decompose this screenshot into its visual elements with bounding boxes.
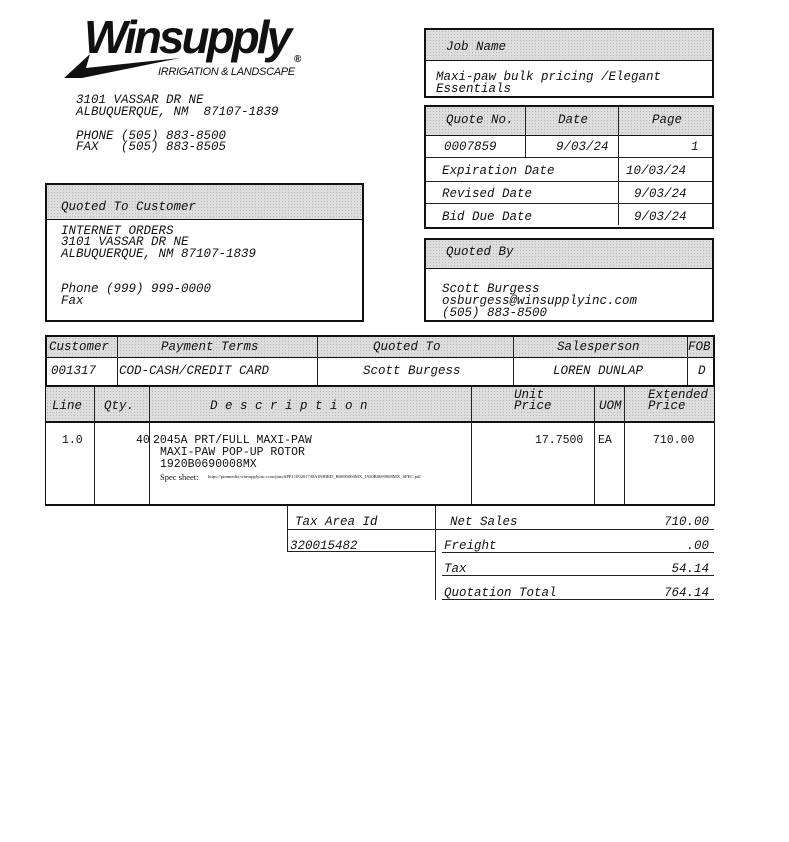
item-qty: 40 xyxy=(136,434,150,447)
freight-label: Freight xyxy=(444,539,497,553)
quoted-by-label: Quoted By xyxy=(446,245,514,259)
quoted-to-customer-label: Quoted To Customer xyxy=(61,200,197,214)
item-uom: EA xyxy=(598,434,612,447)
bid-due-date-value: 9/03/24 xyxy=(634,210,687,224)
quoted-by-phone: (505) 883-8500 xyxy=(442,306,548,320)
description-header: D e s c r i p t i o n xyxy=(210,399,368,413)
freight-value: .00 xyxy=(686,539,709,553)
bid-due-date-label: Bid Due Date xyxy=(442,210,533,224)
revised-date-label: Revised Date xyxy=(442,187,533,201)
item-extended-price: 710.00 xyxy=(653,434,695,447)
uom-header: UOM xyxy=(599,399,622,413)
tax-value: 54.14 xyxy=(671,562,709,576)
quoted-by-name: Scott Burgess xyxy=(442,282,540,296)
fob-header: FOB xyxy=(688,340,711,354)
salesperson-value: LOREN DUNLAP xyxy=(553,364,644,378)
quoted-to-value: Scott Burgess xyxy=(363,364,461,378)
tax-area-box xyxy=(287,506,435,552)
job-name-value-line1: Maxi-paw bulk pricing /Elegant xyxy=(436,70,662,84)
salesperson-header: Salesperson xyxy=(557,340,640,354)
item-line-number: 1.0 xyxy=(62,434,83,447)
qty-header: Qty. xyxy=(104,399,135,413)
job-name-label: Job Name xyxy=(446,40,507,54)
payment-terms-value: COD-CASH/CREDIT CARD xyxy=(119,364,270,378)
customer-fax: Fax xyxy=(61,294,84,308)
quotation-total-value: 764.14 xyxy=(663,586,709,600)
company-fax: FAX (505) 883-8505 xyxy=(76,140,227,154)
quote-no-value: 0007859 xyxy=(444,140,497,154)
item-desc-line3: 1920B0690008MX xyxy=(160,458,257,471)
item-desc-line2: MAXI-PAW POP-UP ROTOR xyxy=(160,446,305,459)
company-address-line1: 3101 VASSAR DR NE xyxy=(76,93,204,107)
customer-phone: Phone (999) 999-0000 xyxy=(61,282,212,296)
item-spec-label: Spec sheet: xyxy=(160,472,199,482)
page-value: 1 xyxy=(691,140,699,154)
logo-wordmark: Winsupply xyxy=(84,11,290,63)
payment-terms-header: Payment Terms xyxy=(161,340,259,354)
net-sales-value: 710.00 xyxy=(663,515,709,529)
company-logo xyxy=(62,11,312,84)
expiration-date-value: 10/03/24 xyxy=(626,164,687,178)
tax-area-label: Tax Area Id xyxy=(295,515,378,529)
company-address-line2: ALBUQUERQUE, NM 87107-1839 xyxy=(76,105,279,119)
quotation-total-label: Quotation Total xyxy=(444,586,557,600)
customer-line3: ALBUQUERQUE, NM 87107-1839 xyxy=(61,247,257,261)
item-unit-price: 17.7500 xyxy=(535,434,584,447)
logo-registered-mark: ® xyxy=(294,54,302,65)
quoted-by-box xyxy=(424,238,714,322)
unit-price-header-1: Unit xyxy=(514,388,545,402)
customer-line2: 3101 VASSAR DR NE xyxy=(61,235,189,249)
totals-box xyxy=(435,506,713,600)
net-sales-label: Net Sales xyxy=(450,515,518,529)
customer-header: Customer xyxy=(49,340,110,354)
quote-info-box xyxy=(424,105,714,229)
job-name-box xyxy=(424,28,714,98)
date-value: 9/03/24 xyxy=(556,140,609,154)
line-header: Line xyxy=(52,399,83,413)
quoted-to-header: Quoted To xyxy=(373,340,441,354)
tax-area-value: 320015482 xyxy=(290,539,358,553)
company-phone: PHONE (505) 883-8500 xyxy=(76,129,227,143)
page-header: Page xyxy=(652,113,683,127)
fob-value: D xyxy=(698,364,706,378)
item-spec-link[interactable]: https://pimmedia.winsupplyinc.com/pim/SPEC/092017/RAINBIRD_B0690008MX_1920B0690008MX_SPEC.pdf xyxy=(208,474,421,479)
quoted-to-customer-box xyxy=(45,183,364,322)
customer-line1: INTERNET ORDERS xyxy=(61,224,174,238)
customer-number: 001317 xyxy=(51,364,97,378)
terms-table xyxy=(45,335,715,387)
quote-no-header: Quote No. xyxy=(446,113,514,127)
extended-price-header-2: Price xyxy=(648,399,686,413)
extended-price-header-1: Extended xyxy=(648,388,709,402)
job-name-value-line2: Essentials xyxy=(436,82,512,96)
unit-price-header-2: Price xyxy=(514,399,552,413)
quoted-by-email: osburgess@winsupplyinc.com xyxy=(442,294,638,308)
tax-label: Tax xyxy=(444,562,467,576)
expiration-date-label: Expiration Date xyxy=(442,164,555,178)
logo-tagline: IRRIGATION & LANDSCAPE xyxy=(158,66,295,78)
revised-date-value: 9/03/24 xyxy=(634,187,687,201)
line-items-table xyxy=(45,387,715,506)
item-desc-line1: 2045A PRT/FULL MAXI-PAW xyxy=(153,434,312,447)
date-header: Date xyxy=(558,113,589,127)
